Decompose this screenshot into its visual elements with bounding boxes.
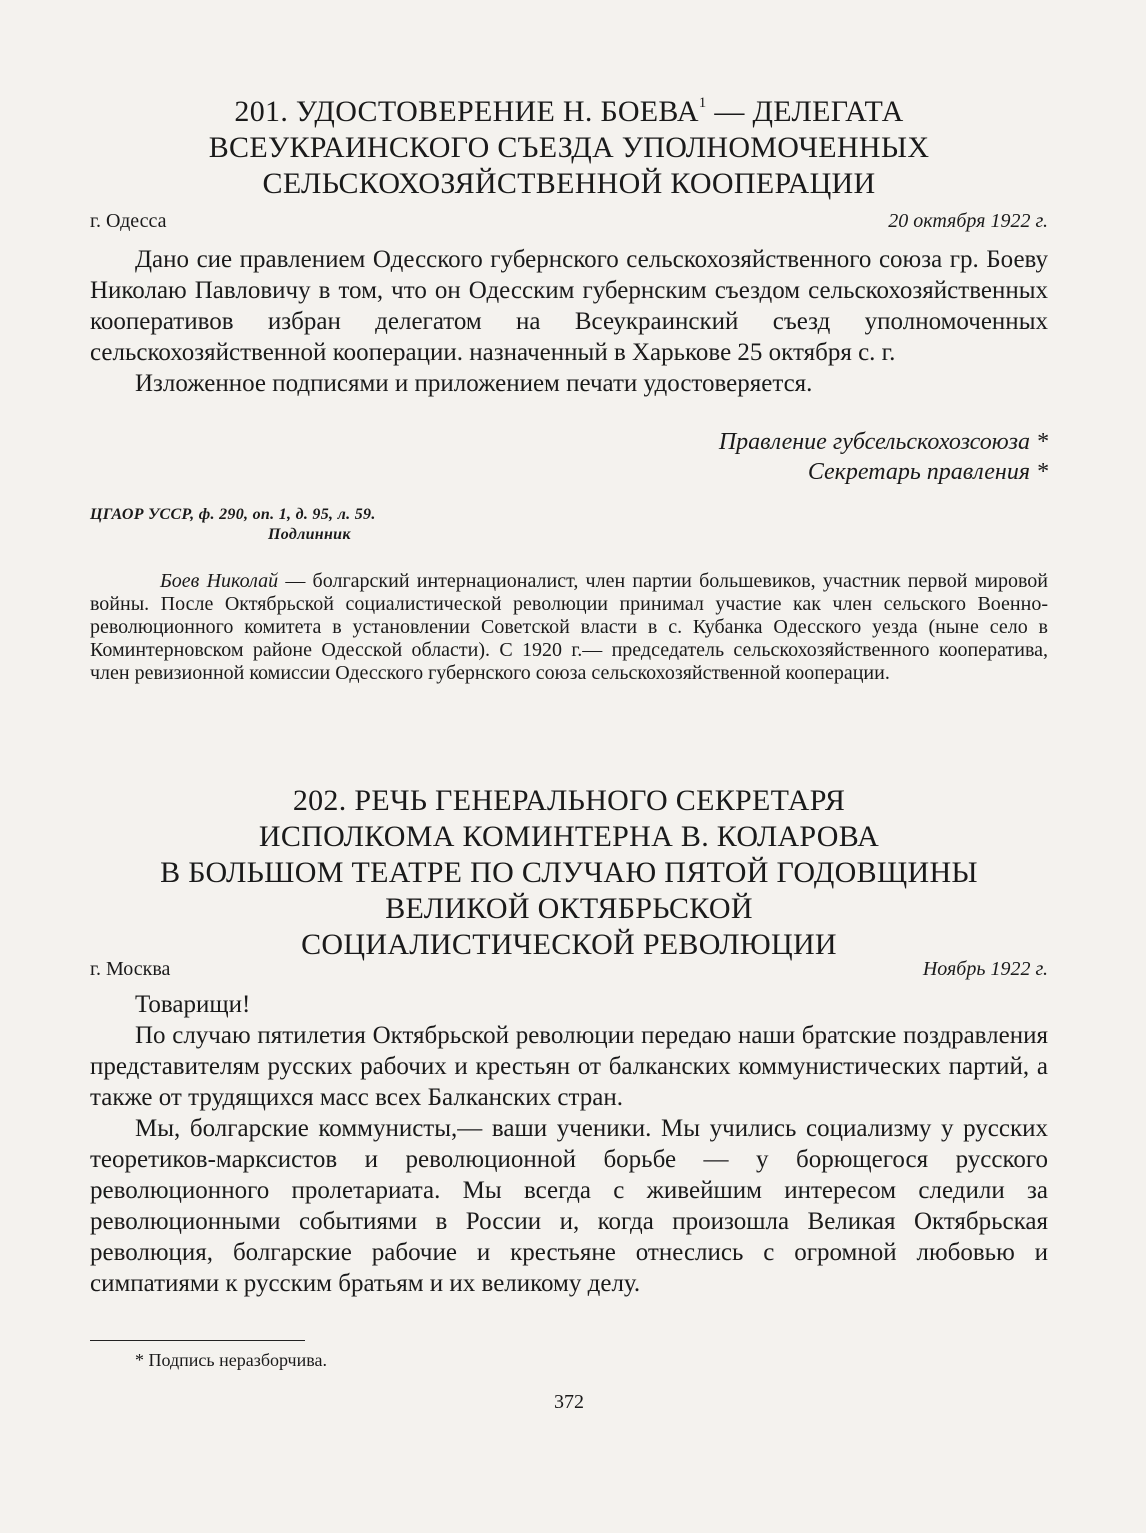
doc202-date: Ноябрь 1922 г. bbox=[922, 958, 1048, 980]
doc202-meta bbox=[90, 958, 1048, 984]
footnote: * Подпись неразборчива. bbox=[135, 1350, 327, 1370]
doc201-signatures bbox=[719, 427, 1048, 487]
doc201-archive-ref bbox=[90, 505, 376, 545]
doc201-body bbox=[90, 244, 1048, 399]
doc201-title-line-2: ВСЕУКРАИНСКОГО СЪЕЗДА УПОЛНОМОЧЕННЫХ bbox=[208, 131, 930, 164]
doc201-date: 20 октября 1922 г. bbox=[888, 210, 1048, 232]
doc202-body bbox=[90, 989, 1048, 1299]
doc201-place: г. Одесса bbox=[90, 210, 167, 232]
signature-board: Правление губсельскохозсоюза * bbox=[718, 429, 1048, 455]
doc202-title-line-3: В БОЛЬШОМ ТЕАТРЕ ПО СЛУЧАЮ ПЯТОЙ ГОДОВЩИНЫ bbox=[160, 856, 978, 889]
doc202-place: г. Москва bbox=[90, 958, 171, 980]
page-number: 372 bbox=[554, 1391, 584, 1413]
doc202-greeting: Товарищи! bbox=[135, 991, 251, 1018]
doc202-paragraph-1: По случаю пятилетия Октябрьской революции передаю наши братские поздравления представителям русских рабочих и крестьян от балканских коммунистических партий, а также от трудящихся масс всех Балканских стран. bbox=[90, 1022, 1048, 1111]
doc202-title bbox=[90, 783, 1048, 963]
footnote-divider bbox=[90, 1340, 305, 1341]
footnote-mark: 1 bbox=[698, 95, 707, 111]
doc201-title-line-1: 201. УДОСТОВЕРЕНИЕ Н. БОЕВА$^1$ — ДЕЛЕГАТА bbox=[234, 95, 904, 128]
doc201-paragraph-1: Дано сие правлением Одесского губернского сельскохозяйственного союза гр. Боеву Николаю Павловичу в том, что он Одесским губернским съездом сельскохозяйственных кооперативов избран делегатом на Всеукраинский съезд уполномоченных сельскохозяйственной кооперации. назначенный в Харькове 25 октября с. г. bbox=[90, 246, 1048, 366]
document-page bbox=[90, 0, 1048, 1533]
doc202-paragraph-2: Мы, болгарские коммунисты,— ваши ученики. Мы учились социализму у русских теоретиков-марксистов и революционной борьбе — у борющегося русского революционного пролетариата. Мы всегда с живейшим интересом следили за революционными событиями в России и, когда произошла Великая Октябрьская революция, болгарские рабочие и крестьяне отнеслись с огромной любовью и симпатиями к русским братьям и их великому делу. bbox=[90, 1115, 1048, 1297]
doc201-biography-note bbox=[90, 570, 1048, 685]
doc202-title-line-1: 202. РЕЧЬ ГЕНЕРАЛЬНОГО СЕКРЕТАРЯ bbox=[292, 784, 846, 817]
bio-name: Боев Николай bbox=[160, 570, 279, 592]
archive-citation: ЦГАОР УССР, ф. 290, оп. 1, д. 95, л. 59. bbox=[90, 506, 376, 523]
doc202-title-line-4: ВЕЛИКОЙ ОКТЯБРЬСКОЙ bbox=[385, 892, 753, 925]
doc202-title-line-5: СОЦИАЛИСТИЧЕСКОЙ РЕВОЛЮЦИИ bbox=[301, 928, 837, 961]
signature-secretary: Секретарь правления * bbox=[807, 459, 1048, 485]
archive-original-note: Подлинник bbox=[268, 526, 351, 543]
bio-text: — болгарский интернационалист, член партии большевиков, участник первой мировой войны. После Октябрьской социалистической революции принимал участие как член сельского Военно-революционного комитета в установлении Советской власти в с. Кубанка Одесского уезда (ныне село в Коминтерновском районе Одесской области). С 1920 г.— председатель сельскохозяйственного кооператива, член ревизионной комиссии Одесского губернского союза сельскохозяйственной кооперации. bbox=[90, 570, 1048, 684]
doc201-title bbox=[90, 88, 1048, 202]
doc201-meta bbox=[90, 210, 1048, 236]
doc201-paragraph-2: Изложенное подписями и приложением печати удостоверяется. bbox=[135, 370, 813, 397]
doc201-title-line-3: СЕЛЬСКОХОЗЯЙСТВЕННОЙ КООПЕРАЦИИ bbox=[262, 167, 876, 200]
doc202-title-line-2: ИСПОЛКОМА КОМИНТЕРНА В. КОЛАРОВА bbox=[258, 820, 880, 853]
